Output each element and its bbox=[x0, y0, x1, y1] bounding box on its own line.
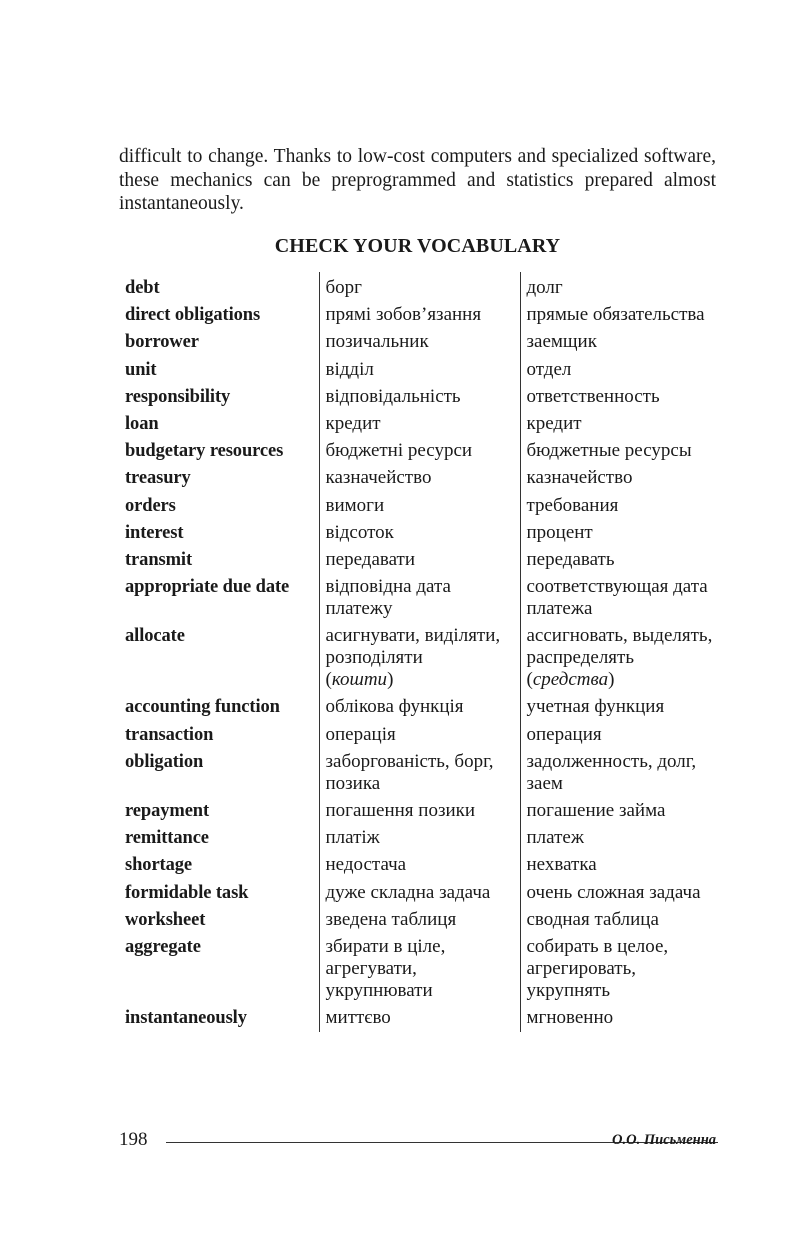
term-english bbox=[119, 825, 319, 852]
paren-close: ) bbox=[608, 669, 615, 691]
term-english bbox=[119, 907, 319, 934]
term-ukrainian bbox=[319, 852, 520, 879]
intro-paragraph bbox=[119, 145, 716, 216]
term-english bbox=[119, 749, 319, 798]
term-text: собирать в целое, агрегировать, укрупнять bbox=[526, 935, 669, 1001]
term-text: нехватка bbox=[526, 854, 597, 876]
term-text: операція bbox=[325, 723, 396, 745]
term-english bbox=[119, 329, 319, 356]
term-text: obligation bbox=[125, 751, 204, 772]
term-russian bbox=[520, 357, 720, 384]
term-ukrainian bbox=[319, 411, 520, 438]
term-ukrainian bbox=[319, 465, 520, 492]
term-text: ответственность bbox=[526, 385, 660, 407]
term-english bbox=[119, 798, 319, 825]
term-text: казначейство bbox=[526, 467, 633, 489]
term-russian bbox=[520, 749, 720, 798]
term-russian bbox=[520, 694, 720, 721]
term-text: отдел bbox=[526, 358, 572, 380]
term-ukrainian bbox=[319, 798, 520, 825]
term-text: прямые обязательства bbox=[526, 304, 705, 326]
section-heading: CHECK YOUR VOCABULARY bbox=[274, 235, 561, 257]
term-text: задолженность, долг, заем bbox=[526, 750, 697, 794]
term-text: aggregate bbox=[125, 936, 201, 957]
term-russian bbox=[520, 272, 720, 302]
term-text: formidable task bbox=[125, 882, 249, 903]
term-text: погашення позики bbox=[325, 800, 476, 821]
vocabulary-row bbox=[119, 520, 720, 547]
term-text: передавать bbox=[526, 548, 615, 570]
term-english bbox=[119, 547, 319, 574]
term-text: відповідна дата платежу bbox=[325, 576, 451, 620]
term-text: кредит bbox=[325, 412, 381, 434]
vocabulary-row bbox=[119, 574, 720, 623]
term-text: відсоток bbox=[325, 521, 394, 543]
term-english bbox=[119, 623, 319, 694]
term-text: transmit bbox=[125, 549, 193, 570]
term-text: казначейство bbox=[325, 467, 432, 489]
term-russian bbox=[520, 798, 720, 825]
page-footer bbox=[119, 1128, 716, 1152]
term-text: учетная функция bbox=[526, 696, 665, 718]
vocabulary-row bbox=[119, 623, 720, 694]
term-ukrainian bbox=[319, 493, 520, 520]
term-english bbox=[119, 722, 319, 749]
vocabulary-row bbox=[119, 1005, 720, 1032]
term-text: interest bbox=[125, 522, 184, 543]
vocabulary-row bbox=[119, 411, 720, 438]
term-english bbox=[119, 411, 319, 438]
term-text: borrower bbox=[125, 332, 199, 353]
term-english bbox=[119, 520, 319, 547]
term-text: repayment bbox=[125, 801, 210, 821]
term-russian bbox=[520, 934, 720, 1005]
term-ukrainian bbox=[319, 749, 520, 798]
vocabulary-table-body bbox=[119, 272, 720, 1032]
term-ukrainian bbox=[319, 384, 520, 411]
paren-open: ( bbox=[325, 669, 332, 691]
term-ukrainian bbox=[319, 520, 520, 547]
term-text: мгновенно bbox=[526, 1007, 614, 1029]
vocabulary-row bbox=[119, 302, 720, 329]
term-ukrainian bbox=[319, 302, 520, 329]
term-text: позичальник bbox=[325, 331, 429, 353]
term-text: соответствующая дата платежа bbox=[526, 576, 708, 620]
term-russian bbox=[520, 438, 720, 465]
term-text: budgetary resources bbox=[125, 441, 284, 462]
term-text: ассигновать, выделять, распределять bbox=[526, 625, 713, 669]
term-text: операция bbox=[526, 723, 602, 745]
term-russian bbox=[520, 623, 720, 694]
term-english bbox=[119, 493, 319, 520]
paren-open: ( bbox=[526, 669, 533, 691]
vocabulary-row bbox=[119, 934, 720, 1005]
term-text: відділ bbox=[325, 358, 374, 380]
term-text: дуже складна задача bbox=[325, 881, 491, 903]
term-ukrainian bbox=[319, 357, 520, 384]
term-text: shortage bbox=[125, 855, 193, 876]
term-ukrainian bbox=[319, 329, 520, 356]
term-text: асигнувати, виділяти, розподіляти bbox=[325, 625, 501, 669]
term-text: debt bbox=[125, 278, 160, 298]
term-english bbox=[119, 302, 319, 329]
term-text: платіж bbox=[325, 827, 380, 849]
term-text: миттєво bbox=[325, 1007, 391, 1029]
term-russian bbox=[520, 722, 720, 749]
page-number: 198 bbox=[119, 1129, 148, 1150]
term-text: платеж bbox=[526, 827, 584, 849]
term-russian bbox=[520, 852, 720, 879]
term-russian bbox=[520, 411, 720, 438]
term-ukrainian bbox=[319, 574, 520, 623]
term-russian bbox=[520, 465, 720, 492]
term-english bbox=[119, 465, 319, 492]
term-russian bbox=[520, 880, 720, 907]
term-text: transaction bbox=[125, 724, 214, 745]
term-english bbox=[119, 438, 319, 465]
term-text: сводная таблица bbox=[526, 908, 659, 930]
term-ukrainian bbox=[319, 722, 520, 749]
term-russian bbox=[520, 384, 720, 411]
term-text: прямі зобов’язання bbox=[325, 304, 482, 326]
term-ukrainian bbox=[319, 547, 520, 574]
vocabulary-row bbox=[119, 438, 720, 465]
term-russian bbox=[520, 574, 720, 623]
vocabulary-row bbox=[119, 694, 720, 721]
vocabulary-row bbox=[119, 465, 720, 492]
term-text: treasury bbox=[125, 468, 191, 489]
vocabulary-row bbox=[119, 547, 720, 574]
term-text: appropriate due date bbox=[125, 577, 290, 598]
term-english bbox=[119, 272, 319, 302]
term-ukrainian bbox=[319, 272, 520, 302]
term-text: зведена таблиця bbox=[325, 908, 457, 930]
term-english bbox=[119, 694, 319, 721]
term-text: відповідальність bbox=[325, 385, 461, 407]
vocabulary-row bbox=[119, 329, 720, 356]
vocabulary-row bbox=[119, 272, 720, 302]
term-text: збирати в ціле, агрегувати, укрупнювати bbox=[325, 935, 446, 1001]
term-ukrainian bbox=[319, 880, 520, 907]
term-russian bbox=[520, 302, 720, 329]
term-ukrainian bbox=[319, 907, 520, 934]
vocabulary-row bbox=[119, 749, 720, 798]
term-russian bbox=[520, 520, 720, 547]
vocabulary-row bbox=[119, 357, 720, 384]
term-text: бюджетные ресурсы bbox=[526, 440, 692, 462]
term-text: требования bbox=[526, 494, 619, 516]
term-text: очень сложная задача bbox=[526, 881, 701, 903]
term-text: orders bbox=[125, 495, 176, 516]
term-english bbox=[119, 384, 319, 411]
term-text: direct obligations bbox=[125, 305, 261, 326]
term-english bbox=[119, 357, 319, 384]
term-text: заемщик bbox=[526, 331, 597, 353]
vocabulary-row bbox=[119, 852, 720, 879]
term-ukrainian bbox=[319, 694, 520, 721]
term-text: вимоги bbox=[325, 494, 385, 516]
term-text: worksheet bbox=[125, 909, 206, 930]
vocabulary-row bbox=[119, 907, 720, 934]
term-text: заборгованість, борг, позика bbox=[325, 750, 494, 794]
term-text: remittance bbox=[125, 828, 209, 849]
vocabulary-row bbox=[119, 880, 720, 907]
term-text: недостача bbox=[325, 854, 407, 876]
term-russian bbox=[520, 547, 720, 574]
vocabulary-row bbox=[119, 384, 720, 411]
term-text: бюджетні ресурси bbox=[325, 440, 473, 462]
term-text: instantaneously bbox=[125, 1008, 247, 1029]
term-note: средства bbox=[532, 669, 609, 691]
paren-close: ) bbox=[387, 669, 394, 691]
term-english bbox=[119, 852, 319, 879]
term-text: кредит bbox=[526, 412, 582, 434]
term-english bbox=[119, 1005, 319, 1032]
term-russian bbox=[520, 329, 720, 356]
term-text: процент bbox=[526, 521, 593, 543]
term-ukrainian bbox=[319, 934, 520, 1005]
term-text: loan bbox=[125, 413, 159, 434]
vocabulary-row bbox=[119, 798, 720, 825]
intro-text: difficult to change. Thanks to low-cost computers and specialized software, these mechanics can be preprogrammed and statistics prepared almost instantaneously. bbox=[119, 146, 716, 214]
vocabulary-table bbox=[119, 272, 720, 1032]
term-russian bbox=[520, 1005, 720, 1032]
term-russian bbox=[520, 825, 720, 852]
term-text: unit bbox=[125, 359, 157, 380]
term-text: передавати bbox=[325, 548, 416, 570]
vocabulary-row bbox=[119, 493, 720, 520]
term-english bbox=[119, 880, 319, 907]
term-text: борг bbox=[325, 277, 362, 298]
term-ukrainian bbox=[319, 623, 520, 694]
vocabulary-row bbox=[119, 722, 720, 749]
term-ukrainian bbox=[319, 1005, 520, 1032]
term-text: allocate bbox=[125, 626, 185, 647]
term-russian bbox=[520, 493, 720, 520]
term-english bbox=[119, 934, 319, 1005]
term-text: погашение займа bbox=[526, 800, 666, 821]
term-text: долг bbox=[526, 277, 563, 298]
term-ukrainian bbox=[319, 438, 520, 465]
term-text: облікова функція bbox=[325, 696, 464, 718]
term-russian bbox=[520, 907, 720, 934]
term-note: кошти bbox=[331, 669, 388, 691]
term-ukrainian bbox=[319, 825, 520, 852]
term-english bbox=[119, 574, 319, 623]
footer-author: О.О. Письменна bbox=[612, 1132, 716, 1148]
term-text: responsibility bbox=[125, 386, 231, 407]
vocabulary-row bbox=[119, 825, 720, 852]
term-text: accounting function bbox=[125, 697, 280, 718]
